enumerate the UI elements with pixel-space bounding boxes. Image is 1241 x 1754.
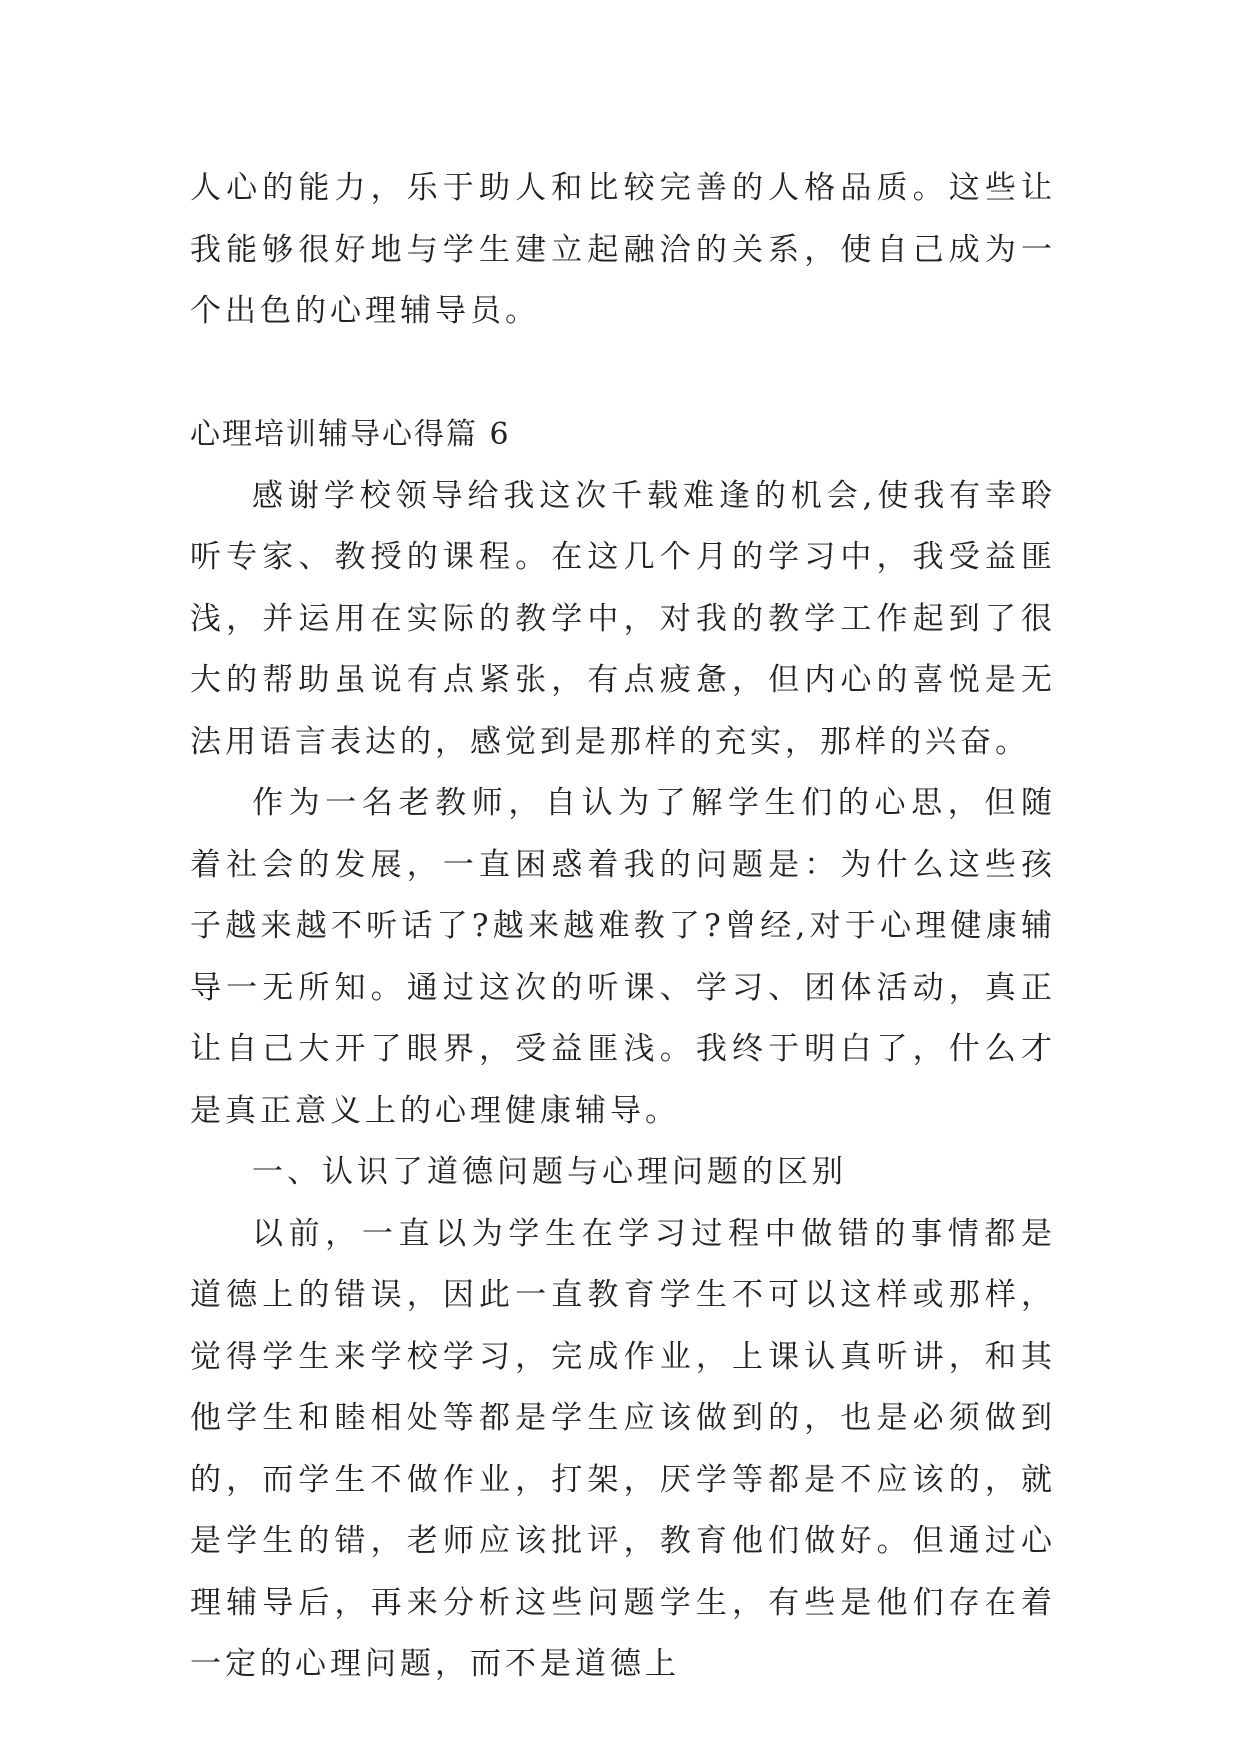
paragraph-experience: 作为一名老教师，自认为了解学生们的心思，但随着社会的发展，一直困惑着我的问题是：为什么这些孩子越来越不听话了?越来越难教了?曾经,对于心理健康辅导一无所知。通过这次的听课、学习、团体活动，真正让自己大开了眼界，受益匪浅。我终于明白了，什么才是真正意义上的心理健康辅导。 xyxy=(190,785,1056,1129)
paragraph-gratitude: 感谢学校领导给我这次千载难逢的机会,使我有幸聆听专家、教授的课程。在这几个月的学习中，我受益匪浅，并运用在实际的教学中，对我的教学工作起到了很大的帮助虽说有点紧张，有点疲惫，但内心的喜悦是无法用语言表达的，感觉到是那样的充实，那样的兴奋。 xyxy=(190,477,1056,760)
document-body xyxy=(190,158,1056,1696)
subheading-moral-vs-psych: 一、认识了道德问题与心理问题的区别 xyxy=(252,1154,847,1190)
section-title: 心理培训辅导心得篇 6 xyxy=(190,417,511,452)
continuation-paragraph: 人心的能力，乐于助人和比较完善的人格品质。这些让我能够很好地与学生建立起融洽的关系，使自己成为一个出色的心理辅导员。 xyxy=(190,170,1056,329)
paragraph-previous-view: 以前，一直以为学生在学习过程中做错的事情都是道德上的错误，因此一直教育学生不可以这样或那样，觉得学生来学校学习，完成作业，上课认真听讲，和其他学生和睦相处等都是学生应该做到的，也是必须做到的，而学生不做作业，打架，厌学等都是不应该的，就是学生的错，老师应该批评，教育他们做好。但通过心理辅导后，再来分析这些问题学生，有些是他们存在着一定的心理问题，而不是道德上 xyxy=(190,1215,1056,1682)
